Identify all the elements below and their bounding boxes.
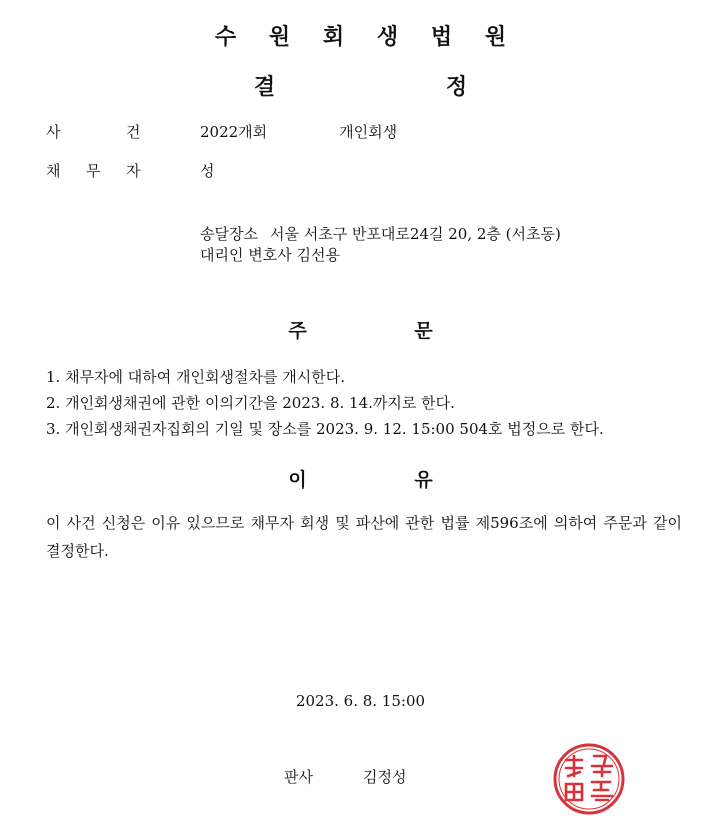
decision-date: 2023. 6. 8. 15:00: [295, 692, 426, 710]
order-item: 2. 개인회생채권에 관한 이의기간을 2023. 8. 14.까지로 한다.: [46, 394, 455, 412]
judge-name: 김정성: [362, 768, 407, 786]
order-heading-char: 문: [414, 320, 433, 342]
case-value: [200, 121, 397, 143]
case-row: [46, 121, 646, 143]
debtor-label-char: 자: [126, 162, 141, 180]
court-name-char: 생: [376, 25, 399, 50]
service-address-line: [200, 224, 561, 245]
court-name-char: 수: [214, 25, 237, 50]
official-seal-icon: [552, 742, 626, 816]
case-label-char: 건: [126, 123, 141, 141]
judge-signature-line: [284, 766, 406, 787]
document-type-char: 결: [253, 75, 276, 100]
court-name-char: 원: [484, 25, 507, 50]
case-label-char: 사: [46, 123, 61, 141]
reason-heading-char: 이: [288, 469, 307, 491]
legal-agent: 대리인 변호사 김선용: [200, 246, 340, 264]
court-name-char: 법: [430, 25, 453, 50]
debtor-name: 성: [200, 162, 215, 180]
document-type-char: 정: [445, 75, 468, 100]
debtor-row: [46, 160, 646, 182]
case-number: 2022개회: [200, 123, 268, 141]
court-name-char: 원: [268, 25, 291, 50]
service-address-label: 송달장소: [200, 225, 258, 243]
reason-heading-char: 유: [414, 469, 433, 491]
order-heading: [0, 316, 721, 343]
order-item: 1. 채무자에 대하여 개인회생절차를 개시한다.: [46, 368, 345, 386]
debtor-label-char: 무: [86, 162, 101, 180]
order-item: 3. 개인회생채권자집회의 기일 및 장소를 2023. 9. 12. 15:00 504호 법정으로 한다.: [46, 420, 604, 438]
judge-title: 판사: [284, 768, 313, 786]
case-name: 개인회생: [339, 123, 398, 141]
order-heading-char: 주: [288, 320, 307, 342]
reason-heading: [0, 465, 721, 492]
debtor-label-char: 채: [46, 162, 61, 180]
court-name: [0, 20, 721, 51]
document-type-title: [0, 70, 721, 101]
court-name-char: 회: [322, 25, 345, 50]
service-block: [200, 224, 561, 266]
order-list: [46, 364, 604, 442]
reason-text: 이 사건 신청은 이유 있으므로 채무자 회생 및 파산에 관한 법률 제596조에 의하여 주문과 같이 결정한다.: [46, 514, 682, 560]
service-address: 서울 서초구 반포대로24길 20, 2층 (서초동): [269, 225, 561, 243]
